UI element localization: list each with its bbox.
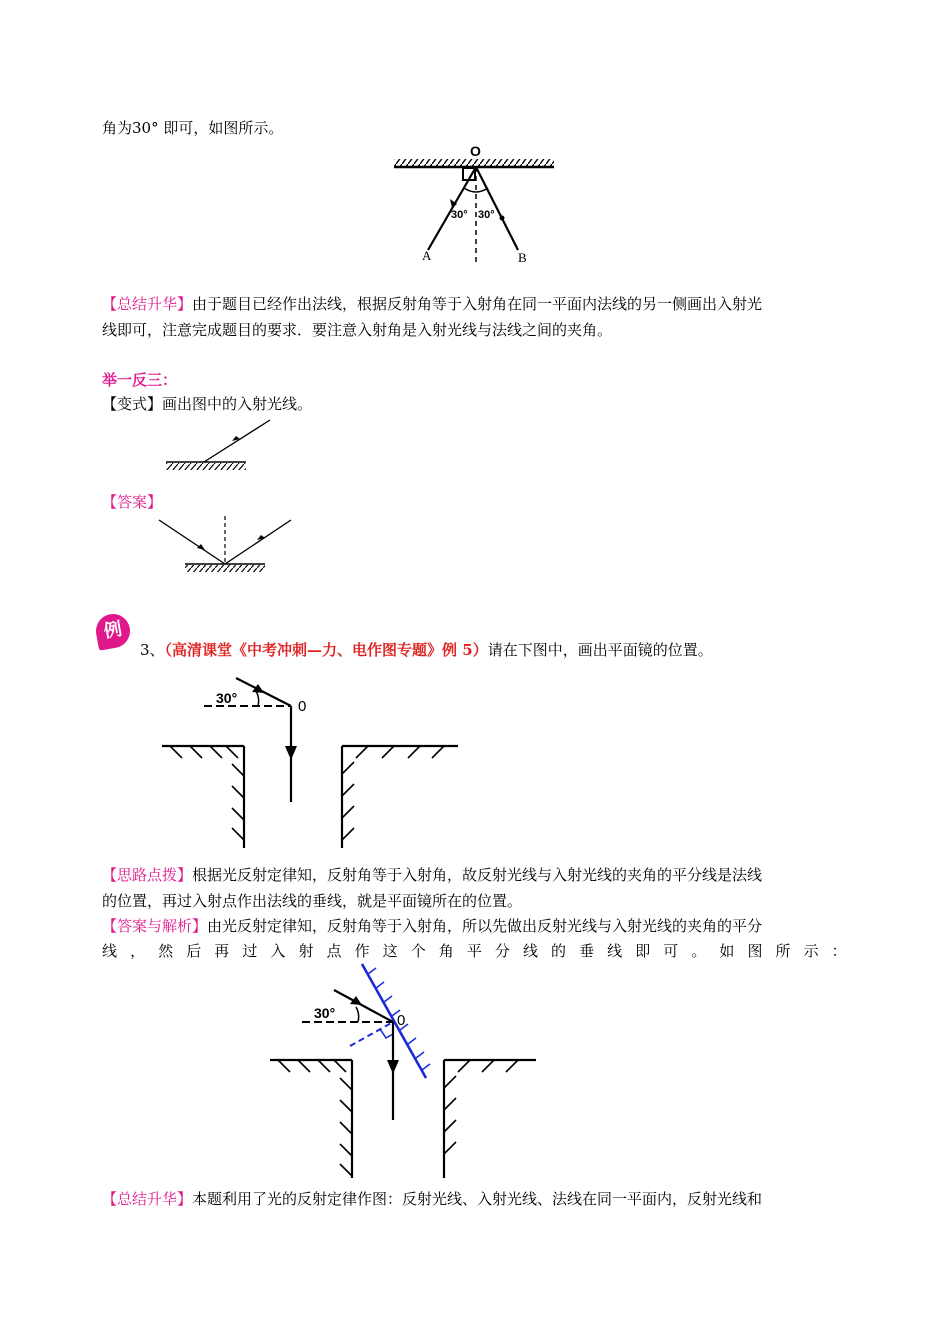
- summary1-line2: 线即可，注意完成题目的要求．要注意入射角是入射光线与法线之间的夹角。: [102, 321, 613, 339]
- hint-line2: 的位置，再过入射点作出法线的垂线，就是平面镜所在的位置。: [102, 892, 523, 910]
- incident-ray: [236, 678, 291, 706]
- reflected-arrow: [285, 746, 297, 760]
- arrow-b: [500, 216, 505, 221]
- angle-label: 30°: [216, 690, 238, 706]
- incident-arrow: [252, 684, 264, 693]
- label-o: O: [470, 143, 481, 159]
- example3-line: 3、（高清课堂《中考冲刺—力、电作图专题》例 5）请在下图中，画出平面镜的位置。: [140, 641, 713, 659]
- answer-mirror-hatch: [185, 565, 265, 572]
- summary2-tag: 【总结升华】: [102, 1190, 193, 1208]
- answer-incident-ray: [159, 520, 225, 564]
- label-o: 0: [397, 1012, 406, 1029]
- summary1-line1: 【总结升华】由于题目已经作出法线，根据反射角等于入射角在同一平面内法线的另一侧画出入射光: [102, 295, 763, 313]
- practice-heading: 举一反三：: [102, 371, 178, 389]
- example3-source: （高清课堂《中考冲刺—力、电作图专题》例 5）: [164, 641, 488, 659]
- angle-left-label: 30°: [451, 209, 468, 221]
- hint-line1: 【思路点拨】根据光反射定律知，反射角等于入射角，故反射光线与入射光线的夹角的平分线是法线: [102, 866, 763, 884]
- analysis-line2: 线 ， 然 后 再 过 入 射 点 作 这 个 角 平 分 线 的 垂 线 即 可 。 如 图 所 示 ：: [102, 942, 847, 960]
- answer-tag: 【答案】: [102, 493, 163, 511]
- angle-arc: [256, 691, 259, 706]
- answer-incident-arrow: [197, 544, 205, 550]
- variant-mirror-hatch: [166, 463, 246, 470]
- label-b: B: [518, 250, 527, 265]
- example3-question: 请在下图中，画出平面镜的位置。: [487, 641, 713, 659]
- summary1-tag: 【总结升华】: [102, 295, 193, 313]
- figure-reflection-ab: [390, 140, 560, 270]
- analysis-line1: 【答案与解析】由光反射定律知，反射角等于入射角，所以先做出反射光线与入射光线的夹角的平分: [102, 917, 763, 935]
- variant-line: 【变式】画出图中的入射光线。: [102, 395, 313, 413]
- figure-variant: [160, 415, 260, 477]
- summary2-line1: 【总结升华】本题利用了光的反射定律作图：反射光线、入射光线、法线在同一平面内，反射光线和: [102, 1190, 763, 1208]
- variant-reflected-ray: [204, 420, 270, 462]
- left-wall-hatch: [170, 746, 244, 840]
- label-a: A: [422, 248, 432, 263]
- intro-line: 角为30° 即可，如图所示。: [102, 119, 284, 137]
- angle-right-label: 30°: [478, 209, 495, 221]
- right-wall-hatch: [342, 746, 444, 840]
- hint-tag: 【思路点拨】: [102, 866, 193, 884]
- label-o: 0: [298, 698, 307, 715]
- analysis-tag: 【答案与解析】: [102, 917, 208, 935]
- left-wall-hatch: [278, 1060, 352, 1176]
- angle-label: 30°: [314, 1005, 336, 1021]
- reflected-arrow: [387, 1060, 399, 1074]
- figure-example3: [160, 670, 460, 850]
- normal-line: [350, 1022, 393, 1046]
- angle-arc: [356, 1007, 359, 1022]
- figure-analysis: [268, 960, 540, 1182]
- figure-answer: [155, 512, 295, 580]
- answer-reflected-ray: [225, 520, 291, 564]
- right-wall-hatch: [444, 1060, 518, 1154]
- right-angle-mark: [380, 1029, 393, 1038]
- example-badge: 例: [93, 611, 132, 650]
